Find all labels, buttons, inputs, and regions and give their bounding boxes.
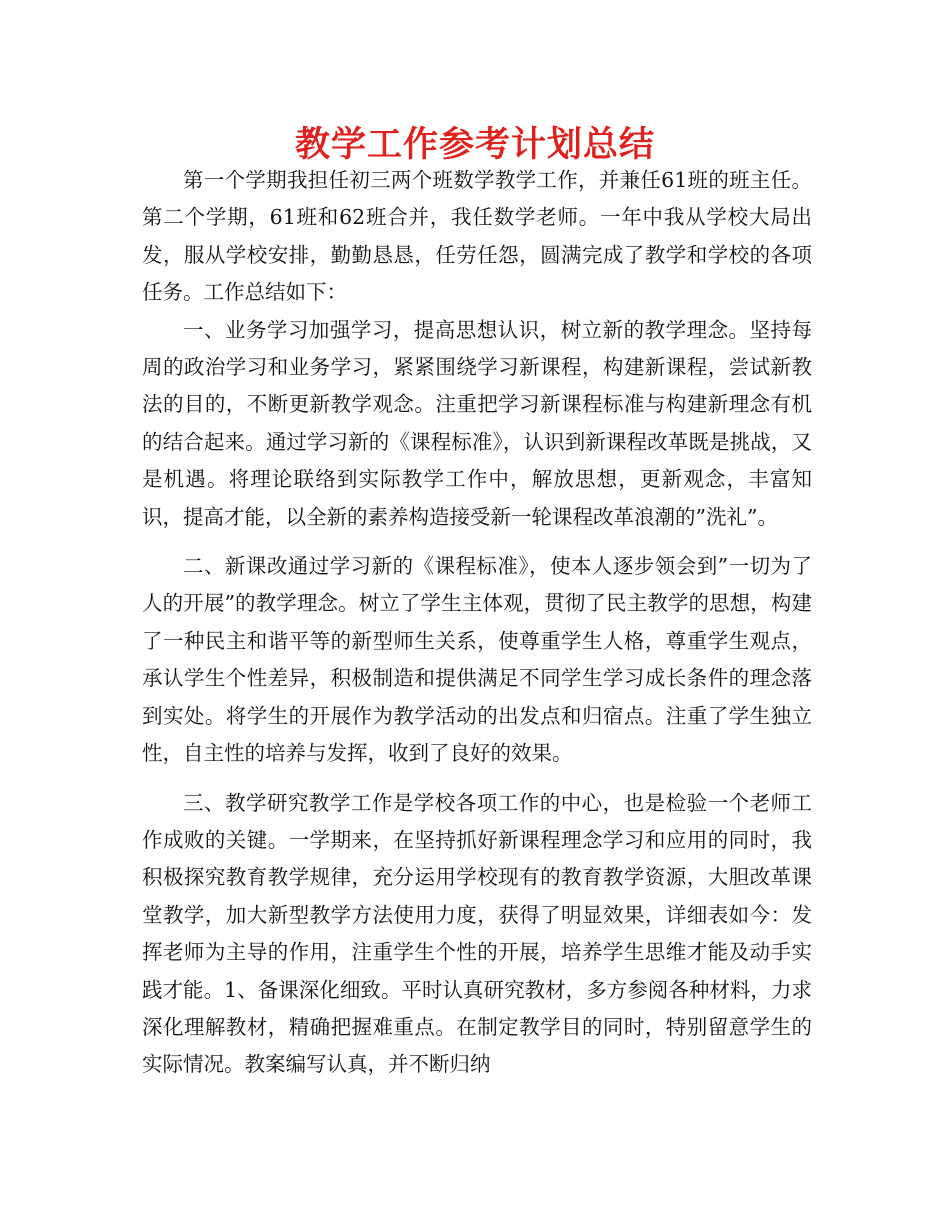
paragraph-section-2: 二、新课改通过学习新的《课程标准》，使本人逐步领会到”一切为了人的开展”的教学理念。树立了学生主体观，贯彻了民主教学的思想，构建了一种民主和谐平等的新型师生关系，使尊重学生人格，尊重学生观点，承认学生个性差异，积极制造和提供满足不同学生学习成长条件的理念落到实处。将学生的开展作为教学活动的出发点和归宿点。注重了学生独立性，自主性的培养与发挥，收到了良好的效果。 bbox=[142, 554, 812, 766]
document-title: 教学工作参考计划总结 bbox=[294, 125, 655, 165]
document-body bbox=[142, 162, 812, 1084]
paragraph-section-1: 一、业务学习加强学习，提高思想认识，树立新的教学理念。坚持每周的政治学习和业务学习，紧紧围绕学习新课程，构建新课程，尝试新教法的目的，不断更新教学观念。注重把学习新课程标准与构建新理念有机的结合起来。通过学习新的《课程标准》，认识到新课程改革既是挑战，又是机遇。将理论联络到实际教学工作中，解放思想，更新观念，丰富知识，提高才能，以全新的素养构造接受新一轮课程改革浪潮的”洗礼”。 bbox=[142, 317, 812, 529]
paragraph-section-3: 三、教学研究教学工作是学校各项工作的中心，也是检验一个老师工作成败的关键。一学期来，在坚持抓好新课程理念学习和应用的同时，我积极探究教育教学规律，充分运用学校现有的教育教学资源，大胆改革课堂教学，加大新型教学方法使用力度，获得了明显效果，详细表如今：发挥老师为主导的作用，注重学生个性的开展，培养学生思维才能及动手实践才能。1、备课深化细致。平时认真研究教材，多方参阅各种材料，力求深化理解教材，精确把握难重点。在制定教学目的同时，特别留意学生的实际情况。教案编写认真，并不断归纳 bbox=[142, 790, 812, 1077]
paragraph-intro: 第一个学期我担任初三两个班数学教学工作，并兼任61班的班主任。第二个学期，61班和62班合并，我任数学老师。一年中我从学校大局出发，服从学校安排，勤勤恳恳，任劳任怨，圆满完成了教学和学校的各项任务。工作总结如下： bbox=[142, 168, 812, 305]
